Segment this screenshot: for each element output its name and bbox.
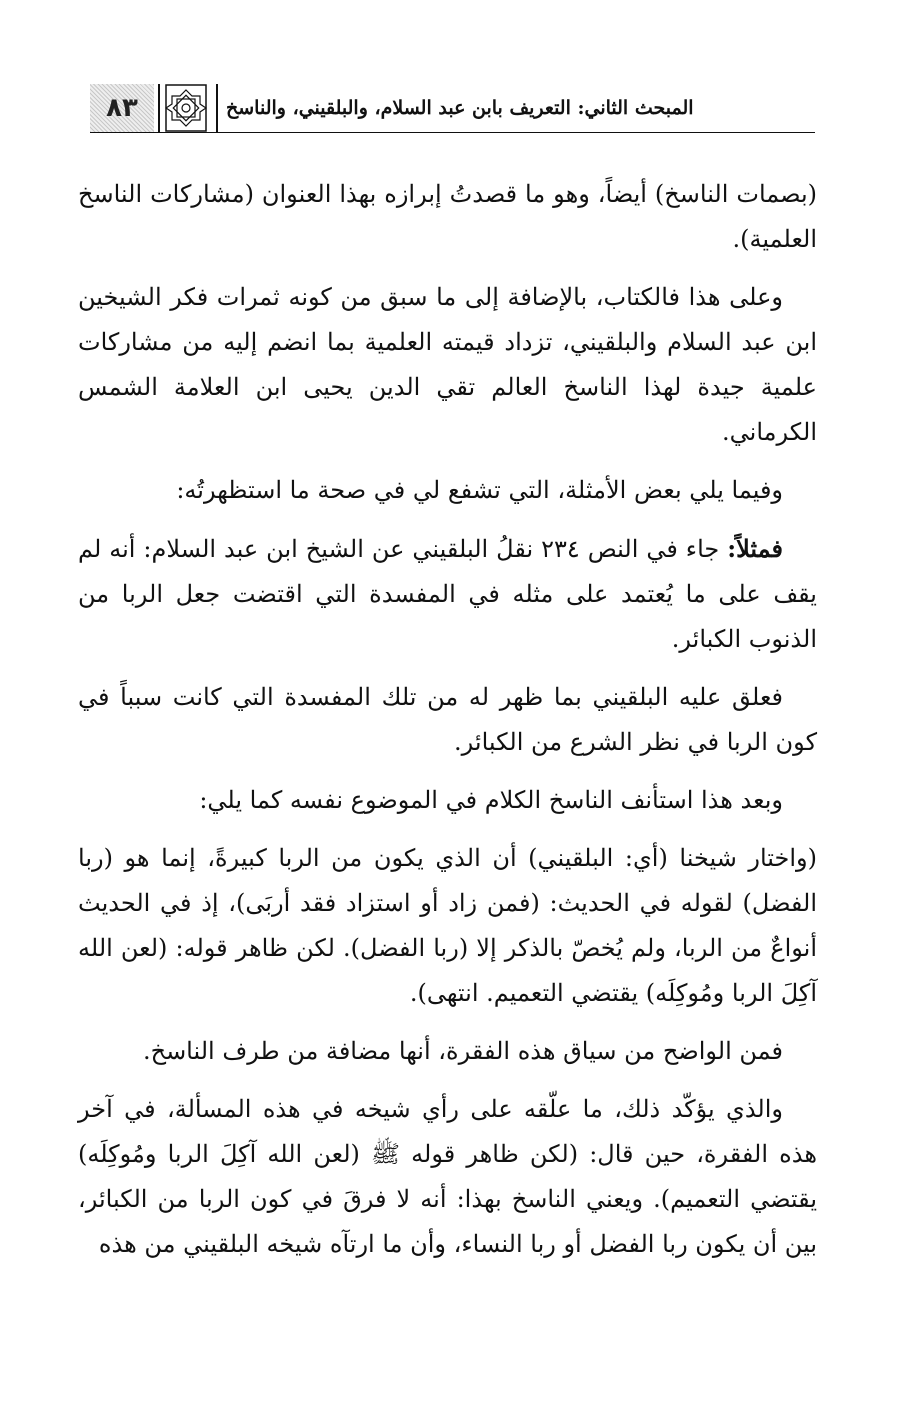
paragraph: فعلق عليه البلقيني بما ظهر له من تلك المفسدة التي كانت سبباً في كون الربا في نظر الشرع من الكبائر. <box>78 683 817 756</box>
header-rule <box>90 132 815 133</box>
chapter-title: المبحث الثاني: التعريف بابن عبد السلام، والبلقيني، والناسخ <box>226 97 694 119</box>
paragraph: وعلى هذا فالكتاب، بالإضافة إلى ما سبق من كونه ثمرات فكر الشيخين ابن عبد السلام والبلقيني، تزداد قيمته العلمية بما انضم إليه من مشاركات علمية جيدة لهذا الناسخ العالم تقي الدين يحيى ابن العلامة الشمس الكرماني. <box>78 283 817 446</box>
header-divider <box>158 84 160 132</box>
paragraph: والذي يؤكّد ذلك، ما علّقه على رأي شيخه في هذه المسألة، في آخر هذه الفقرة، حين قال: (لكن ظاهر قوله ﷺ (لعن الله آكِلَ الربا ومُوكِلَه) يقتضي التعميم). ويعني الناسخ بهذا: أنه لا فرقَ في كون الربا من الكبائر، بين أن يكون ربا الفضل أو ربا النساء، وأن ما ارتآه شيخه البلقيني من هذه <box>78 1095 817 1258</box>
paragraph: (بصمات الناسخ) أيضاً، وهو ما قصدتُ إبرازه بهذا العنوان (مشاركات الناسخ العلمية). <box>78 180 817 253</box>
paragraph: وفيما يلي بعض الأمثلة، التي تشفع لي في صحة ما استظهرتُه: <box>176 476 783 504</box>
paragraph: (واختار شيخنا (أي: البلقيني) أن الذي يكون من الربا كبيرةً، إنما هو (ربا الفضل) لقوله في الحديث: (فمن زاد أو استزاد فقد أربَى)، إذ في الحديث أنواعٌ من الربا، ولم يُخصّ بالذكر إلا (ربا الفضل). لكن ظاهر قوله: (لعن الله آكِلَ الربا ومُوكِلَه) يقتضي التعميم. انتهى). <box>78 844 817 1007</box>
paragraph: فمن الواضح من سياق هذه الفقرة، أنها مضافة من طرف الناسخ. <box>142 1037 783 1065</box>
paragraph: وبعد هذا استأنف الناسخ الكلام في الموضوع نفسه كما يلي: <box>199 786 783 814</box>
paragraph-lead: فمثلاً: <box>727 534 783 563</box>
page-number: ٨٣ <box>90 84 154 132</box>
paragraph-text: جاء في النص ٢٣٤ نقلُ البلقيني عن الشيخ ابن عبد السلام: أنه لم يقف على ما يُعتمد على مثله في المفسدة التي اقتضت جعل الربا من الذنوب الكبائر. <box>78 535 817 653</box>
ornament-icon <box>165 84 207 132</box>
paragraph <box>78 526 817 662</box>
running-header <box>90 82 815 132</box>
body-text <box>78 172 817 1280</box>
